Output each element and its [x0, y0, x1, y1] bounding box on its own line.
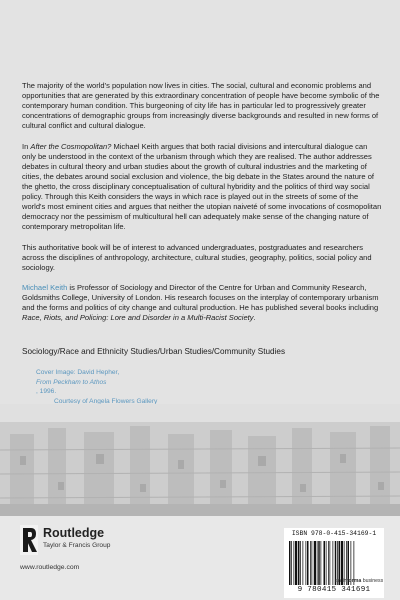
subject-categories: Sociology/Race and Ethnicity Studies/Urban Studies/Community Studies: [22, 347, 286, 356]
informa-suffix: business: [361, 578, 384, 584]
isbn-barcode-block: [284, 528, 384, 598]
publisher-logo: [20, 525, 190, 561]
author-bio: [22, 283, 382, 323]
publisher-website: www.routledge.com: [20, 564, 80, 571]
routledge-r-icon: [20, 525, 38, 555]
cover-artwork-year: , 1996.: [36, 388, 57, 395]
cover-credit-courtesy: Courtesy of Angela Flowers Gallery: [54, 397, 158, 405]
informa-brand: informa: [342, 578, 362, 584]
blurb-argument-body: Michael Keith argues that both racial divisions and intercultural dialogue can only be understood in the context of the urbanism through which they are realised. The author addresses debates in cultural theory and urban studies about the growth of cultural industries and the marketing of cities, the debates around social exclusion and violence, the big debate in the States around the nature of the ghetto, the cross disciplinary conceptualisation of cultural hybridity and the politics of third way social policy. Through this Keith considers the ways in which race is played out in the streets of some of the world's most eminent cities and argues that neither the utopian naiveté of some invocations of cosmopolitan democracy nor the pessimism of multicultural hell can adequately make sense of the changing nature of contemporary metropolitan life.: [22, 141, 382, 232]
cover-artwork-title: From Peckham to Athos: [36, 378, 107, 386]
publisher-name: Routledge: [43, 526, 105, 540]
informa-business-tag: [335, 578, 383, 584]
author-previous-book: Race, Riots, and Policing: Lore and Disorder in a Multi-Racist Society: [22, 313, 254, 323]
barcode-digits: 9 780415 341691: [297, 586, 371, 594]
blurb-paragraph-audience: This authoritative book will be of interest to advanced undergraduates, postgraduates and researchers across the disciplines of anthropology, architecture, cultural studies, geography, politics, social policy and sociology.: [22, 242, 372, 272]
isbn-label: ISBN 978-0-415-34169-1: [291, 530, 377, 537]
cover-credit-prefix: Cover Image: David Hepher,: [36, 369, 120, 376]
brick-building-illustration: [0, 404, 400, 516]
author-bio-text: is Professor of Sociology and Director of the Centre for Urban and Community Research, Goldsmiths College, University of London. His research focuses on the interplay of contemporary urbanism and the forms and politics of city change and cultural production. He has published several books including: [22, 282, 379, 313]
book-title-italic: After the Cosmopolitan?: [30, 141, 112, 151]
cover-image-credit: [36, 368, 336, 406]
informa-prefix: an: [335, 578, 343, 584]
author-bio-end: .: [253, 313, 256, 323]
author-name: Michael Keith: [22, 282, 68, 292]
blurb-paragraph-argument: [22, 142, 382, 233]
blurb-lead-in: In: [22, 141, 31, 151]
publisher-group: Taylor & Francis Group: [43, 542, 111, 549]
blurb-text: [22, 81, 382, 333]
cover-artwork-image: [0, 404, 400, 516]
cover-credit-line: [36, 368, 336, 397]
blurb-paragraph-intro: The majority of the world's population now lives in cities. The social, cultural and economic problems and opportunities that are generated by this extraordinary concentration of people have become symbolic of the contemporary human condition. This burgeoning of city life has in particular led to progressively greater concentrations of demographic groups from increasingly diverse backgrounds and resulted in new forms of cultural conflict and cultural dialogue.: [22, 81, 380, 131]
